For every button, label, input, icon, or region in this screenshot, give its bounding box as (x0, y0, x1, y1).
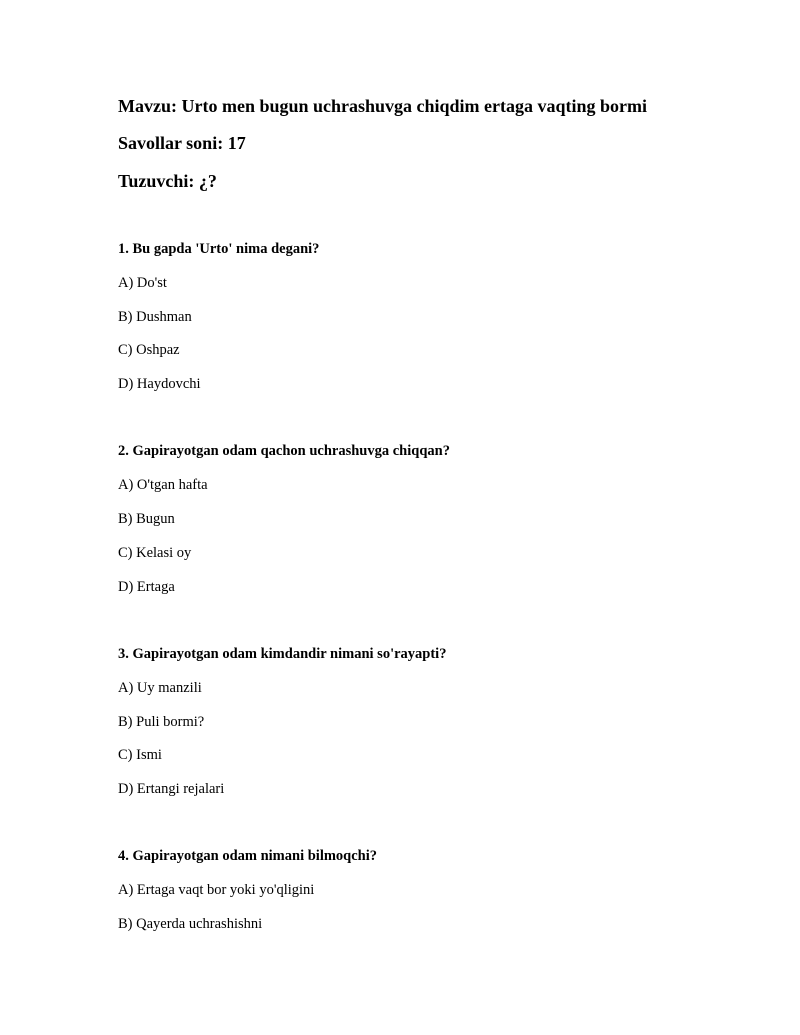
question-3-option-b: B) Puli bormi? (118, 714, 205, 730)
question-2-option-b: B) Bugun (118, 511, 175, 527)
question-1-option-c: C) Oshpaz (118, 342, 180, 358)
question-1-option-d: D) Haydovchi (118, 376, 201, 392)
question-3-option-a: A) Uy manzili (118, 680, 202, 696)
question-3-option-c: C) Ismi (118, 747, 162, 763)
question-1-option-b: B) Dushman (118, 309, 192, 325)
question-2-text: 2. Gapirayotgan odam qachon uchrashuvga chiqqan? (118, 443, 450, 459)
question-2-option-a: A) O'tgan hafta (118, 477, 208, 493)
question-4-option-b: B) Qayerda uchrashishni (118, 916, 263, 932)
question-2-option-d: D) Ertaga (118, 579, 175, 595)
question-1-text: 1. Bu gapda 'Urto' nima degani? (118, 241, 320, 257)
question-count-heading: Savollar soni: 17 (118, 133, 246, 153)
question-4-text: 4. Gapirayotgan odam nimani bilmoqchi? (118, 848, 378, 864)
question-4-option-a: A) Ertaga vaqt bor yoki yo'qligini (118, 882, 315, 898)
question-2-option-c: C) Kelasi oy (118, 545, 192, 561)
question-1-option-a: A) Do'st (118, 275, 167, 291)
question-3-option-d: D) Ertangi rejalari (118, 781, 225, 797)
question-3-text: 3. Gapirayotgan odam kimdandir nimani so'rayapti? (118, 646, 447, 662)
author-heading: Tuzuvchi: ¿? (118, 171, 217, 191)
topic-heading: Mavzu: Urto men bugun uchrashuvga chiqdim ertaga vaqting bormi (118, 96, 648, 116)
